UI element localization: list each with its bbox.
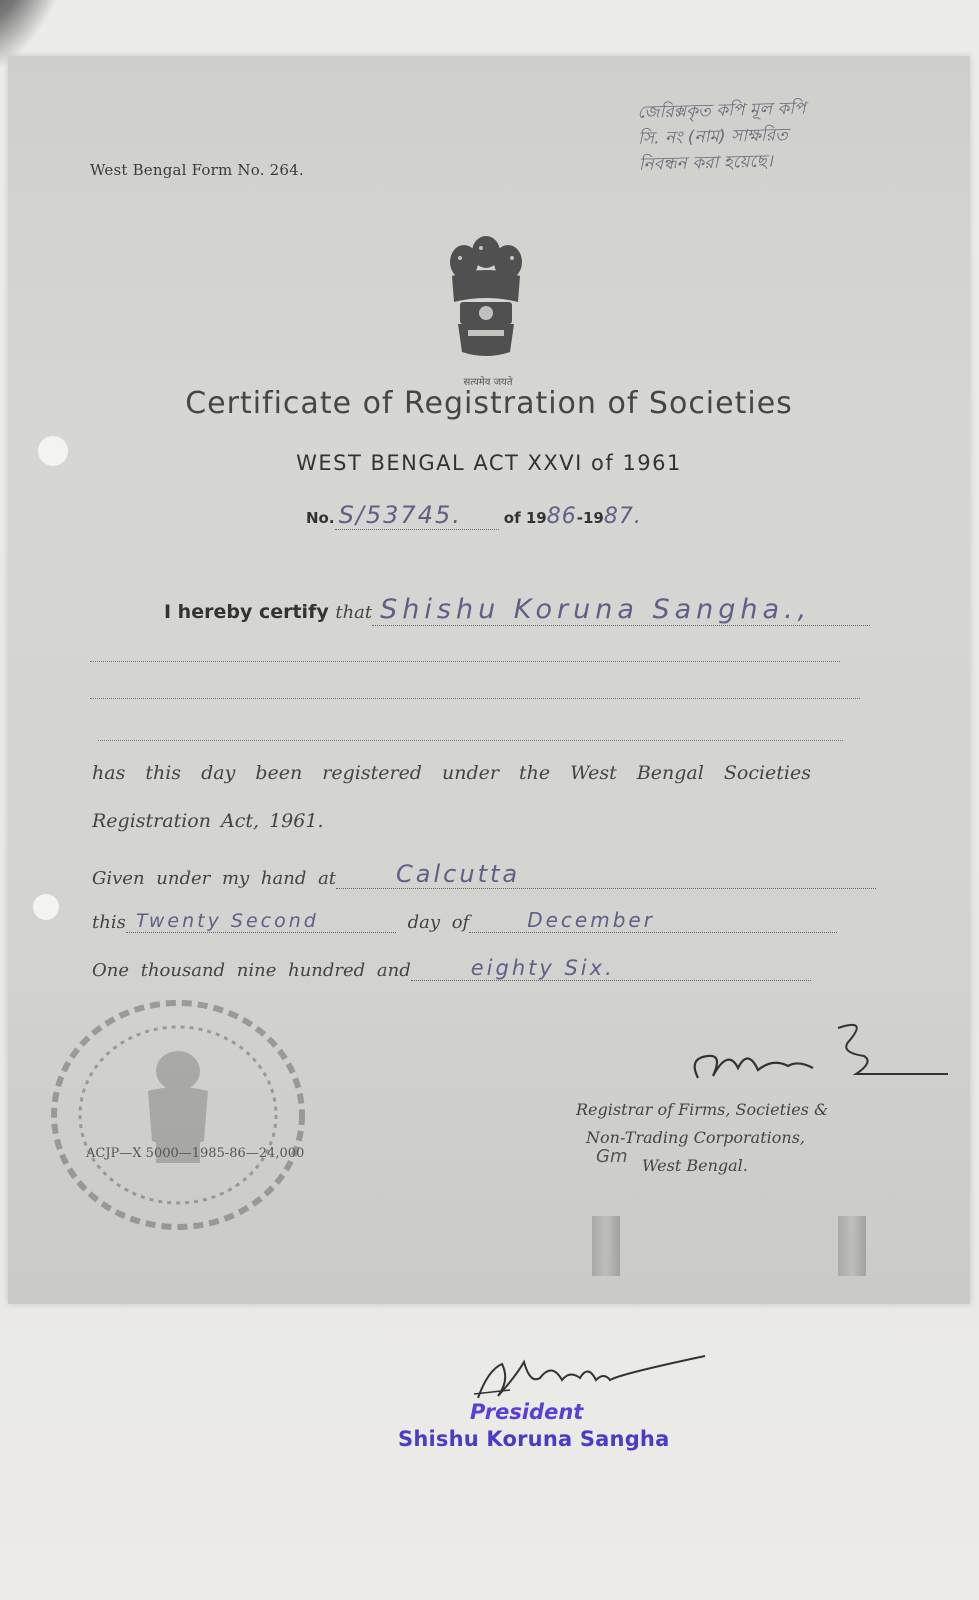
registrar-line-3: West Bengal. [642, 1156, 748, 1175]
president-title: President [470, 1400, 584, 1424]
certify-that: that [335, 602, 373, 623]
margin-note-line-2: সি. নং (নাম) সাক্ষরিত [637, 125, 789, 149]
society-name: Shishu Koruna Sangha., [372, 594, 870, 626]
scan-speck [38, 436, 68, 466]
act-reference: WEST BENGAL ACT XXVI of 1961 [296, 451, 682, 475]
day-of-label: day of [407, 912, 470, 933]
handwritten-margin-note [637, 92, 939, 178]
year-label-1: of 19 [503, 509, 547, 527]
binder-clip-right [838, 1216, 866, 1276]
emblem-caption: सत्यमेव जयते [463, 377, 513, 388]
official-seal-icon [44, 991, 314, 1241]
registration-certificate [8, 56, 970, 1304]
year-label-2: -19 [576, 509, 604, 527]
body-text-line-1: has this day been registered under the West Bengal Societies [92, 762, 811, 784]
registration-number: S/53745. [335, 501, 499, 530]
national-emblem-icon [438, 224, 534, 374]
blank-line-2 [90, 698, 860, 699]
year-text-value: eighty Six. [411, 956, 811, 981]
year-value-2: 87. [603, 504, 642, 529]
gm-initials: Gm [596, 1146, 628, 1167]
certify-prefix: I hereby certify [164, 601, 329, 623]
given-place: Calcutta [336, 860, 876, 889]
body-text-line-2: Registration Act, 1961. [92, 810, 324, 832]
print-code: ACJP—X 5000—1985-86—24,000 [86, 1146, 305, 1161]
year-value-1: 86 [546, 504, 577, 529]
registration-number-line [306, 501, 642, 530]
form-number: West Bengal Form No. 264. [90, 161, 304, 179]
registrar-line-1: Registrar of Firms, Societies & [576, 1100, 829, 1119]
given-label: Given under my hand at [92, 868, 337, 889]
certificate-title: Certificate of Registration of Societies [185, 386, 793, 421]
blank-line-1 [90, 661, 840, 662]
margin-note-line-3: নিবন্ধন করা হয়েছে। [638, 151, 774, 175]
year-text-line [92, 956, 811, 981]
registrar-designation [576, 1096, 828, 1180]
given-at-line [92, 860, 876, 889]
scan-speck [33, 894, 59, 920]
margin-note-line-1: জেরিক্সকৃত কপি মূল কপি [637, 98, 806, 123]
binder-clip-left [592, 1216, 620, 1276]
registrar-line-2: Non-Trading Corporations, [586, 1128, 805, 1147]
month-value: December [469, 908, 837, 933]
certify-line [164, 594, 870, 626]
reg-no-label: No. [306, 509, 335, 527]
this-label: this [92, 912, 126, 933]
date-line [92, 908, 837, 933]
president-organisation: Shishu Koruna Sangha [398, 1427, 670, 1451]
day-value: Twenty Second [126, 910, 396, 933]
blank-line-3 [98, 740, 843, 741]
registrar-signature [678, 1018, 958, 1098]
year-text-label: One thousand nine hundred and [92, 960, 411, 981]
